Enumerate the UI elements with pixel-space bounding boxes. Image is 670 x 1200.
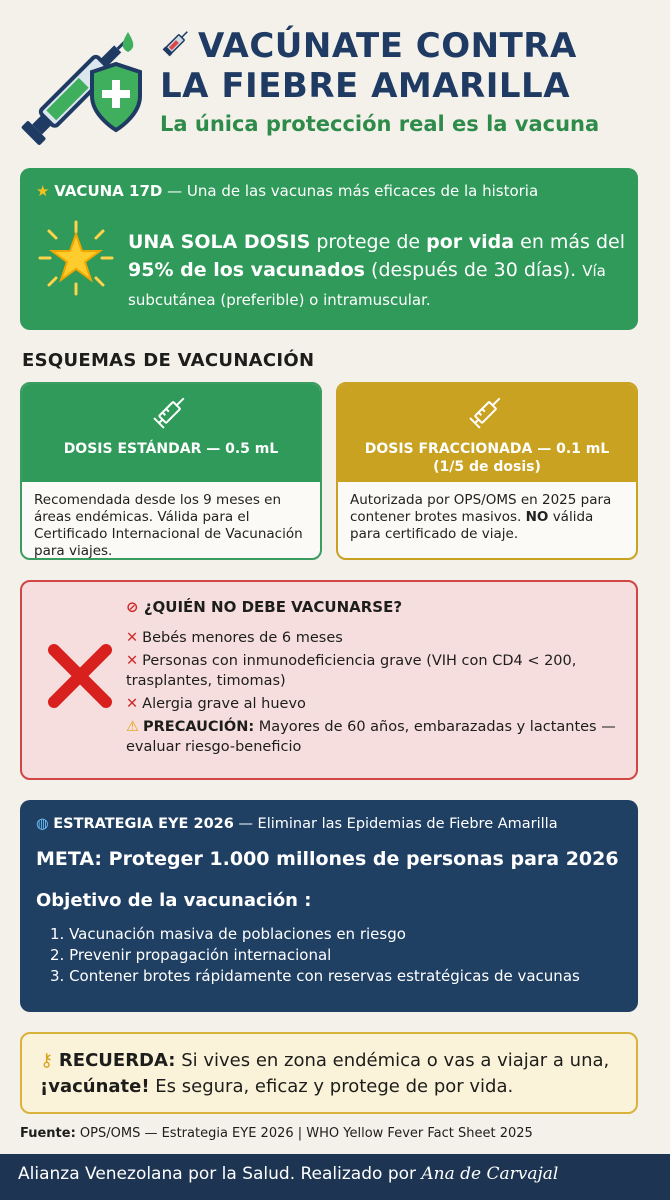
vaccine-description — [128, 228, 628, 314]
x-mark-icon: ✕ — [126, 653, 139, 669]
globe-icon: ◍ — [36, 816, 49, 832]
list-item — [126, 628, 626, 648]
prohibited-icon: ⊘ — [126, 598, 139, 616]
remember-text — [40, 1048, 630, 1100]
for-life-text: por vida — [426, 231, 515, 253]
remember-label: RECUERDA: — [58, 1050, 176, 1071]
contraindications-card — [20, 580, 638, 780]
footer-org: Alianza Venezolana por la Salud. Realizado por — [18, 1164, 422, 1184]
standard-dose-card — [20, 382, 322, 560]
more-than-text: en más del — [514, 231, 626, 253]
red-x-icon — [46, 642, 114, 710]
header — [0, 0, 670, 160]
standard-dose-text: Recomendada desde los 9 meses en áreas endémicas. Válida para el Certificado Internacional de Vacunación para viajes. — [34, 492, 303, 559]
star-burst-icon — [38, 220, 114, 296]
source-line — [20, 1126, 533, 1141]
strategy-eye-card — [20, 800, 638, 1012]
fractional-dose-label — [338, 440, 636, 476]
list-item-text: Personas con inmunodeficiencia grave (VIH con CD4 < 200, trasplantes, timomas) — [126, 653, 577, 689]
schemes-title: ESQUEMAS DE VACUNACIÓN — [22, 350, 315, 371]
x-mark-icon: ✕ — [126, 696, 139, 712]
syringe-shield-icon — [16, 22, 148, 146]
fractional-no-text: NO — [525, 509, 549, 525]
source-text: OPS/OMS — Estrategia EYE 2026 | WHO Yellow Fever Fact Sheet 2025 — [75, 1126, 533, 1141]
contraindications-title — [126, 598, 402, 616]
strategy-label: ESTRATEGIA EYE 2026 — [53, 816, 234, 832]
syringe-icon — [160, 27, 192, 59]
remember-card — [20, 1032, 638, 1114]
vaccine-17d-card — [20, 168, 638, 330]
remember-emphasis: ¡vacúnate! — [40, 1076, 150, 1097]
list-item — [126, 694, 626, 714]
key-icon: ⚷ — [40, 1050, 54, 1071]
page-title-line-1 — [160, 26, 660, 66]
fractional-dose-text — [338, 482, 636, 553]
footer — [0, 1154, 670, 1200]
list-item — [126, 651, 626, 691]
after-days-text: (después de 30 días). — [365, 259, 583, 281]
contraindications-title-text: ¿QUIÉN NO DEBE VACUNARSE? — [143, 598, 403, 616]
caution-item — [126, 717, 626, 757]
vaccine-tagline: — Una de las vacunas más eficaces de la historia — [162, 182, 539, 200]
syringe-icon — [152, 392, 190, 430]
remember-text-2: Es segura, eficaz y protege de por vida. — [149, 1076, 514, 1097]
vaccine-label: VACUNA 17D — [54, 182, 163, 200]
fractional-dose-label-1: DOSIS FRACCIONADA — 0.1 mL — [364, 441, 610, 457]
standard-dose-label: DOSIS ESTÁNDAR — 0.5 mL — [63, 441, 279, 457]
x-mark-icon: ✕ — [126, 630, 139, 646]
star-small-icon: ★ — [36, 182, 50, 200]
page-subtitle: La única protección real es la vacuna — [160, 112, 600, 136]
objective-title: Objetivo de la vacunación : — [36, 890, 312, 911]
title-text-1: VACÚNATE CONTRA — [198, 26, 577, 66]
list-item: 1. Vacunación masiva de poblaciones en riesgo — [50, 925, 406, 943]
fractional-text-2: válida para certificado de viaje. — [350, 509, 594, 542]
remember-text-1: Si vives en zona endémica o vas a viajar a una, — [175, 1050, 610, 1071]
fractional-dose-header — [338, 384, 636, 482]
source-label: Fuente: — [20, 1126, 76, 1141]
strategy-goal: META: Proteger 1.000 millones de personas para 2026 — [36, 848, 619, 870]
list-item-text: Bebés menores de 6 meses — [142, 630, 343, 646]
footer-author: Ana de Carvajal — [421, 1164, 559, 1184]
route-text: Vía subcutánea (preferible) o intramuscular. — [128, 262, 606, 309]
standard-dose-header — [22, 384, 320, 482]
list-item: 2. Prevenir propagación internacional — [50, 946, 332, 964]
title-block — [160, 26, 660, 136]
protects-text: protege de — [310, 231, 427, 253]
fractional-dose-label-2: (1/5 de dosis) — [433, 459, 541, 475]
list-item-text: Alergia grave al huevo — [142, 696, 306, 712]
caution-text: Mayores de 60 años, embarazadas y lactantes — evaluar riesgo-beneficio — [126, 719, 616, 755]
page-title-line-2: LA FIEBRE AMARILLA — [160, 66, 571, 106]
contraindications-list — [126, 628, 626, 760]
vaccine-heading — [36, 182, 538, 200]
warning-icon: ⚠ — [126, 719, 139, 735]
percent-vaccinated-text: 95% de los vacunados — [128, 259, 365, 281]
single-dose-text: UNA SOLA DOSIS — [128, 231, 311, 253]
caution-label: PRECAUCIÓN: — [143, 719, 255, 735]
objectives-list — [50, 924, 630, 987]
list-item: 3. Contener brotes rápidamente con reservas estratégicas de vacunas — [50, 967, 580, 985]
fractional-text-1: Autorizada por OPS/OMS en 2025 para contener brotes masivos. — [350, 492, 612, 525]
fractional-dose-card — [336, 382, 638, 560]
strategy-heading — [36, 816, 558, 832]
strategy-tagline: — Eliminar las Epidemias de Fiebre Amarilla — [233, 816, 558, 832]
syringe-icon — [468, 392, 506, 430]
